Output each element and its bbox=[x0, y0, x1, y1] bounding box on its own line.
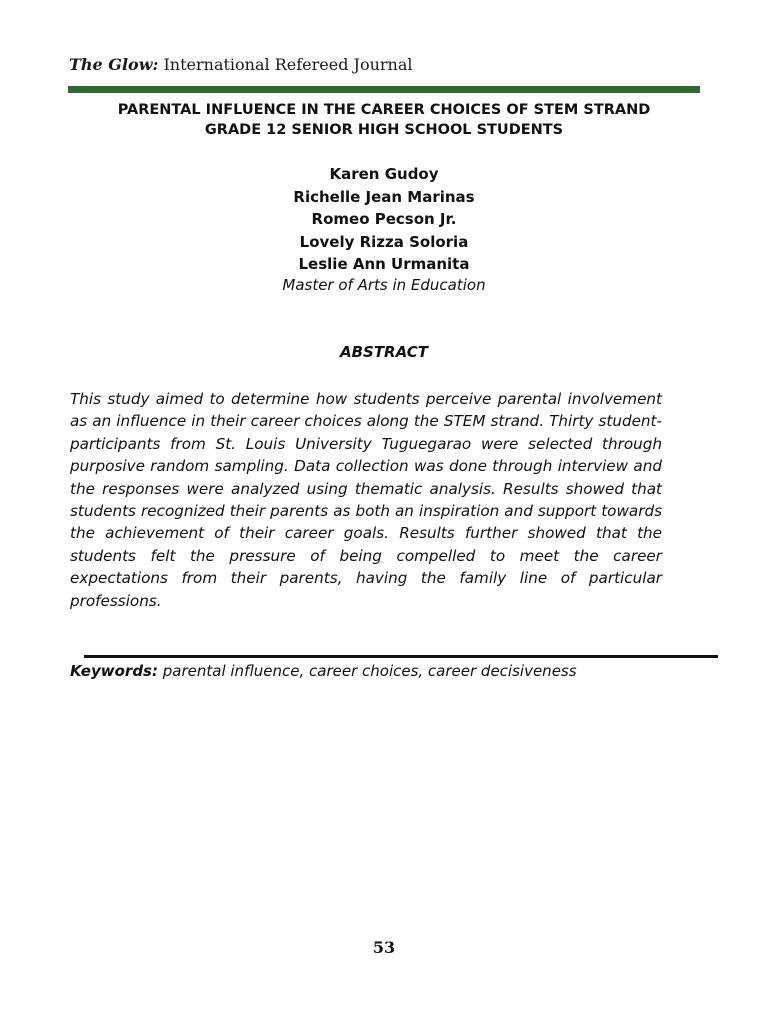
author-affiliation: Master of Arts in Education bbox=[282, 276, 486, 294]
author-name: Karen Gudoy bbox=[329, 165, 439, 183]
paper-title bbox=[68, 100, 700, 140]
journal-subtitle: International Refereed Journal bbox=[163, 55, 413, 74]
author-list bbox=[68, 163, 700, 276]
header-rule bbox=[68, 86, 700, 93]
author-name: Leslie Ann Urmanita bbox=[298, 255, 470, 273]
keywords-text: parental influence, career choices, career decisiveness bbox=[162, 662, 577, 680]
author-name: Richelle Jean Marinas bbox=[293, 187, 475, 206]
page-number: 53 bbox=[372, 938, 396, 957]
journal-name: The Glow: bbox=[69, 55, 159, 74]
author-name: Lovely Rizza Soloria bbox=[299, 232, 469, 251]
title-line-1: PARENTAL INFLUENCE IN THE CAREER CHOICES OF STEM STRAND bbox=[117, 102, 651, 118]
abstract-body: This study aimed to determine how students perceive parental involvement as an influence in their career choices along the STEM strand. Thirty student-participants from St. Louis University Tuguegarao were selected through purposive random sampling. Data collection was done through interview and the responses were analyzed using thematic analysis. Results showed that students recognized their parents as both an inspiration and support towards the achievement of their career goals. Results further showed that the students felt the pressure of being compelled to meet the career expectations from their parents, having the family line of particular professions. bbox=[70, 390, 662, 610]
journal-header bbox=[69, 55, 413, 74]
abstract-heading: ABSTRACT bbox=[339, 343, 428, 361]
section-divider bbox=[84, 655, 718, 658]
author-name: Romeo Pecson Jr. bbox=[311, 210, 457, 228]
title-line-2: GRADE 12 SENIOR HIGH SCHOOL STUDENTS bbox=[204, 122, 564, 138]
keywords bbox=[70, 662, 710, 680]
keywords-label: Keywords: bbox=[70, 662, 158, 680]
